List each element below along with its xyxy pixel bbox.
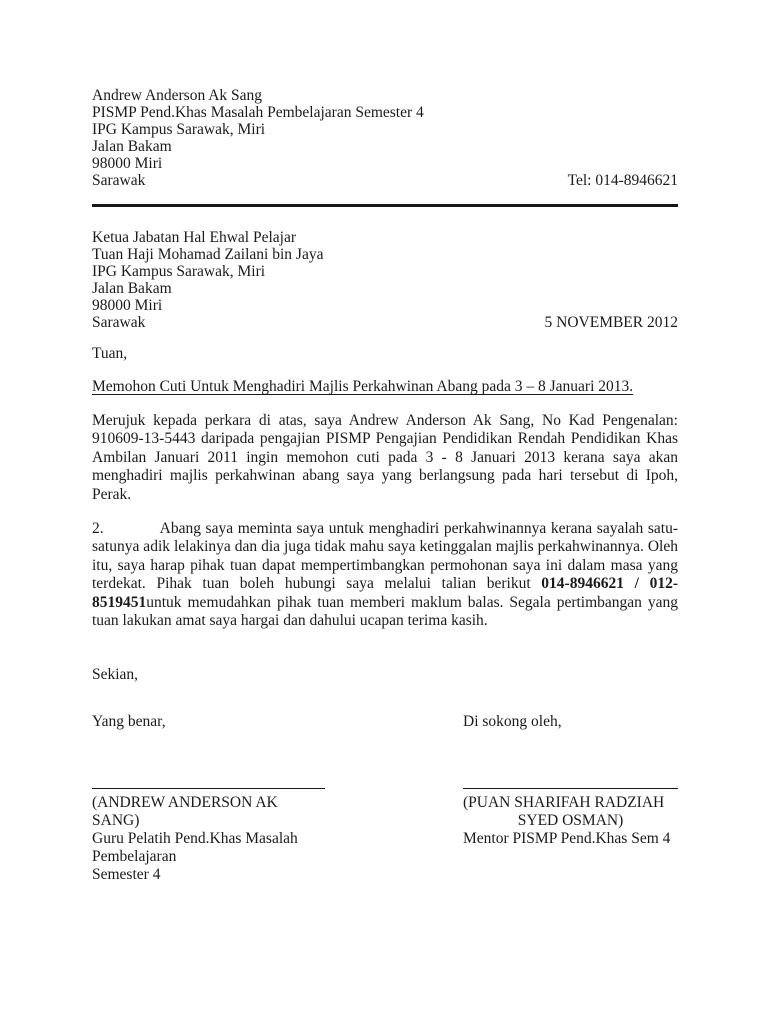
signoff-row xyxy=(92,713,678,731)
header-divider-rule xyxy=(92,204,678,207)
sender-institution: IPG Kampus Sarawak, Miri xyxy=(92,121,266,138)
signoff-right: Di sokong oleh, xyxy=(463,713,562,731)
signature-line-left xyxy=(92,785,325,789)
signature-right-title: Mentor PISMP Pend.Khas Sem 4 xyxy=(463,830,671,848)
signature-block-right xyxy=(463,785,678,884)
body-paragraph-1: Merujuk kepada perkara di atas, saya Andrew Anderson Ak Sang, No Kad Pengenalan: 910609-13-5443 daripada pengajian PISMP Pengajian Pendidikan Rendah Pendidikan Khas Ambilan Januari 2011 ingin memohon cuti pada 3 - 8 Januari 2013 kerana saya akan menghadiri majlis perkahwinan abang saya yang berlangsung pada hari tersebut di Ipoh, Perak. xyxy=(92,412,678,503)
recipient-name: Tuan Haji Mohamad Zailani bin Jaya xyxy=(92,246,324,263)
recipient-street: Jalan Bakam xyxy=(92,280,172,297)
body-paragraph-2 xyxy=(92,520,678,630)
salutation: Tuan, xyxy=(92,345,128,362)
recipient-institution: IPG Kampus Sarawak, Miri xyxy=(92,263,266,280)
subject-line: Memohon Cuti Untuk Menghadiri Majlis Perkahwinan Abang pada 3 – 8 Januari 2013. xyxy=(92,378,634,395)
signature-left-title: Guru Pelatih Pend.Khas Masalah Pembelajaran xyxy=(92,830,298,866)
sender-program: PISMP Pend.Khas Masalah Pembelajaran Semester 4 xyxy=(92,104,424,121)
sender-last-row xyxy=(92,172,678,189)
signoff-left: Yang benar, xyxy=(92,713,166,731)
letter-date: 5 NOVEMBER 2012 xyxy=(544,314,678,331)
signature-left-name: (ANDREW ANDERSON AK SANG) xyxy=(92,794,278,830)
signature-row xyxy=(92,785,678,884)
recipient-title: Ketua Jabatan Hal Ehwal Pelajar xyxy=(92,229,296,246)
signature-right-name-line1: (PUAN SHARIFAH RADZIAH xyxy=(463,794,665,812)
sender-name: Andrew Anderson Ak Sang xyxy=(92,87,263,104)
signature-block-left xyxy=(92,785,325,884)
paragraph-number: 2. xyxy=(92,520,104,538)
paragraph-2-text: Abang saya meminta saya untuk menghadiri perkahwinannya kerana sayalah satu-satunya adik lelakinya dan dia juga tidak mahu saya ketinggalan majlis perkahwinannya. Oleh itu, saya harap pihak tuan dapat mempertimbangkan permohonan saya ini dalam masa yang terdekat. Pihak tuan boleh hubungi saya melalui talian berikut 014-8946621 / 012-8519451untuk memudahkan pihak tuan memberi maklum balas. Segala pertimbangan yang tuan lakukan amat saya hargai dan dahului ucapan terima kasih. xyxy=(92,520,678,630)
signature-line-right xyxy=(463,785,678,789)
recipient-address xyxy=(92,229,678,331)
closing-text: Sekian, xyxy=(92,666,139,684)
recipient-last-row xyxy=(92,314,678,331)
recipient-state: Sarawak xyxy=(92,314,146,331)
sender-street: Jalan Bakam xyxy=(92,138,172,155)
sender-state: Sarawak xyxy=(92,172,146,189)
signature-left-semester: Semester 4 xyxy=(92,866,161,884)
recipient-postcode: 98000 Miri xyxy=(92,297,163,314)
sender-postcode: 98000 Miri xyxy=(92,155,163,172)
letter-content xyxy=(92,87,678,884)
sender-telephone: Tel: 014-8946621 xyxy=(567,172,678,189)
signature-right-name-line2: SYED OSMAN) xyxy=(517,812,624,830)
sender-address xyxy=(92,87,678,189)
